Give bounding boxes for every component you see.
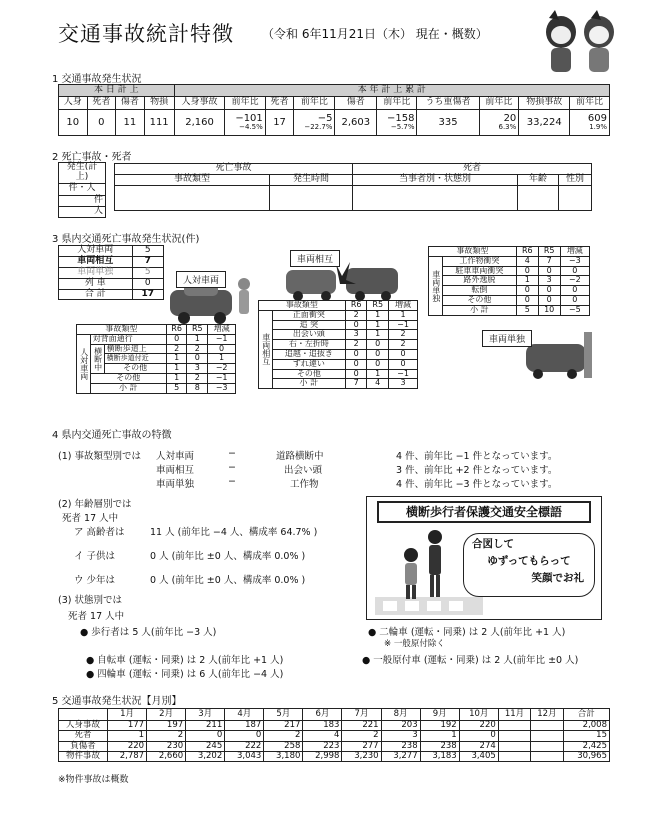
cell: 0	[208, 344, 236, 354]
poster-title: 横断歩行者保護交通安全標語	[377, 501, 591, 523]
cell: 3	[381, 731, 420, 741]
year-value: 33,224	[519, 110, 570, 136]
cell: −3	[560, 256, 589, 266]
cell	[498, 741, 530, 751]
col-header: 8月	[381, 709, 420, 721]
cell: 30,965	[563, 752, 609, 762]
cell: 2,008	[563, 721, 609, 731]
summary-value: 0	[132, 278, 163, 289]
cell: 2	[166, 344, 187, 354]
cell: −5	[560, 305, 589, 315]
cell: −1	[208, 373, 236, 383]
cell: 2	[389, 330, 418, 340]
col-header: R6	[166, 325, 187, 335]
cell: 177	[108, 721, 147, 731]
cell: 220	[108, 741, 147, 751]
col-header: 事故類型	[115, 175, 270, 186]
row-label: 小 計	[272, 379, 345, 389]
feature-type-c: 3 件、前年比 +2 件となっています。	[396, 465, 558, 476]
col-header: R5	[538, 247, 560, 257]
count-label: 件・人	[59, 183, 106, 195]
ken-label: 件	[59, 195, 106, 206]
year-value: −5 −22.7%	[294, 110, 335, 136]
feature-age-val: 11 人 (前年比 −4 人、構成率 64.7% )	[150, 527, 318, 538]
mascot-illustration	[535, 8, 627, 76]
section3-heading: 3 県内交通死亡事故発生状況(件)	[52, 234, 200, 245]
col-header: 9月	[420, 709, 459, 721]
today-value: 11	[116, 110, 145, 136]
feature-age-dead: 死者 17 人中	[62, 513, 119, 524]
cell: 1	[367, 310, 389, 320]
cell: 0	[516, 295, 538, 305]
cell	[498, 731, 530, 741]
cell	[531, 731, 563, 741]
cell: 1	[108, 731, 147, 741]
cell: 2,998	[303, 752, 342, 762]
cell: 5	[166, 383, 187, 393]
cell: 2	[345, 340, 367, 350]
mascot-icon	[535, 8, 627, 76]
feature-state-moto: ● 二輪車 (運転・同乗) は 2 人(前年比 +1 人)	[368, 627, 566, 638]
page-title: 交通事故統計特徴	[58, 22, 234, 46]
cell	[531, 752, 563, 762]
today-value: 111	[144, 110, 174, 136]
group-label: 車両単独	[429, 256, 443, 315]
col-header: 当事者別・状態別	[353, 175, 518, 186]
cell: 7	[538, 256, 560, 266]
feature-age-val: 0 人 (前年比 ±0 人、構成率 0.0% )	[150, 575, 306, 586]
cell: 0	[345, 359, 367, 369]
cell: 3,230	[342, 752, 381, 762]
feature-age-heading: (2) 年齢層別では	[58, 499, 132, 510]
table-row	[59, 741, 610, 751]
cell: 0	[516, 286, 538, 296]
cell: 0	[367, 340, 389, 350]
row-label: その他	[104, 364, 166, 374]
row-label: 正面衝突	[272, 310, 345, 320]
section2-heading: 2 死亡事故・死者	[52, 152, 132, 163]
cell: 211	[186, 721, 225, 731]
cell: 187	[225, 721, 264, 731]
feature-type-a: 人対車両	[156, 451, 195, 462]
safety-poster	[366, 496, 602, 620]
row-label: すれ違い	[272, 359, 345, 369]
cell: −3	[208, 383, 236, 393]
cell: 223	[303, 741, 342, 751]
row-label: その他	[272, 369, 345, 379]
cell	[531, 741, 563, 751]
col-header: 事故類型	[77, 325, 167, 335]
cell: 1	[516, 276, 538, 286]
cell: 258	[264, 741, 303, 751]
col-header: R5	[367, 301, 389, 311]
cell: 2,787	[108, 752, 147, 762]
summary-label: 列 車	[59, 278, 133, 289]
col-header: 前年比	[570, 97, 610, 110]
col-header: 前年比	[294, 97, 335, 110]
cell: 2,425	[563, 741, 609, 751]
cell: 3,180	[264, 752, 303, 762]
cell: 197	[147, 721, 186, 731]
cell: 1	[208, 354, 236, 364]
cell: 0	[166, 334, 187, 344]
year-value: 2,603	[335, 110, 377, 136]
cell: 0	[367, 349, 389, 359]
summary-label: 合 計	[59, 289, 133, 300]
row-label: 対背面通行	[90, 334, 166, 344]
row-label: 駐車車両衝突	[442, 266, 516, 276]
col-header: R6	[516, 247, 538, 257]
row-label: 追越・追抜き	[272, 349, 345, 359]
poster-line: 合図して	[472, 538, 514, 550]
cell: 8	[187, 383, 208, 393]
cell: 3,043	[225, 752, 264, 762]
cell: 1	[187, 334, 208, 344]
col-header: 死者	[265, 97, 294, 110]
dead-header: 死者	[353, 164, 592, 175]
cell: 238	[420, 741, 459, 751]
col-header: 年齢	[518, 175, 559, 186]
cell: 245	[186, 741, 225, 751]
col-header: 発生時間	[270, 175, 353, 186]
row-label: 横断歩道上	[104, 344, 166, 354]
cell: 3,277	[381, 752, 420, 762]
cell: 1	[389, 310, 418, 320]
cell: 0	[345, 320, 367, 330]
cell: 0	[389, 359, 418, 369]
cell: 0	[560, 286, 589, 296]
poster-line: 笑顔でお礼	[531, 572, 584, 584]
cell	[498, 752, 530, 762]
cell: 0	[187, 354, 208, 364]
cell: 10	[538, 305, 560, 315]
feature-type-dash: −	[228, 462, 236, 473]
year-value: 2,160	[174, 110, 225, 136]
section5-heading: 5 交通事故発生状況【月別】	[52, 696, 182, 707]
cell: 274	[459, 741, 498, 751]
cell: 230	[147, 741, 186, 751]
year-value: 20 6.3%	[479, 110, 519, 136]
cell: 0	[186, 731, 225, 741]
death-summary-table	[58, 245, 164, 300]
cell: 1	[420, 731, 459, 741]
row-label: 死者	[59, 731, 108, 741]
fatal-detail-table	[114, 163, 592, 211]
cell: 0	[538, 266, 560, 276]
feature-state-moped: ● 一般原付車 (運転・同乗) は 2 人(前年比 ±0 人)	[362, 655, 579, 666]
col-header: 4月	[225, 709, 264, 721]
year-value: 335	[417, 110, 479, 136]
cell: −1	[208, 334, 236, 344]
cell: 3,202	[186, 752, 225, 762]
summary-value: 7	[132, 256, 163, 267]
year-value: −101 −4.5%	[225, 110, 265, 136]
cell: 4	[367, 379, 389, 389]
feature-age-key: ア 高齢者は	[74, 527, 125, 538]
row-label: その他	[442, 295, 516, 305]
cell: 2	[345, 310, 367, 320]
cell: 2	[389, 340, 418, 350]
cell: 0	[459, 731, 498, 741]
feature-age-key: ウ 少年は	[74, 575, 116, 586]
col-header: 事故類型	[429, 247, 517, 257]
feature-type-dash: −	[228, 476, 236, 487]
summary-value: 17	[132, 289, 163, 300]
col-header: R5	[187, 325, 208, 335]
row-label: 転倒	[442, 286, 516, 296]
cell: 203	[381, 721, 420, 731]
col-header: 増減	[208, 325, 236, 335]
today-value: 0	[87, 110, 116, 136]
cell: 3,183	[420, 752, 459, 762]
row-label: 路外逸脱	[442, 276, 516, 286]
table-row	[59, 731, 610, 741]
poster-bubble	[463, 533, 595, 597]
cell: −1	[389, 320, 418, 330]
cell: 0	[560, 266, 589, 276]
vv-illustration-label: 車両相互	[290, 250, 340, 267]
feature-state-four: ● 四輪車 (運転・同乗) は 6 人(前年比 −4 人)	[86, 669, 284, 680]
cell: 1	[367, 320, 389, 330]
cell: 183	[303, 721, 342, 731]
section4-heading: 4 県内交通死亡事故の特徴	[52, 430, 172, 441]
cell: 3	[389, 379, 418, 389]
year-value: −158 −5.7%	[377, 110, 417, 136]
sub-group-label: 横断中	[90, 344, 104, 373]
cell: 4	[516, 256, 538, 266]
col-header: 人身	[59, 97, 88, 110]
fatal-count-table	[58, 162, 106, 218]
cell: 1	[166, 373, 187, 383]
feature-state-walker: ● 歩行者は 5 人(前年比 −3 人)	[80, 627, 217, 638]
pv-illustration-label: 人対車両	[176, 271, 226, 288]
cell: −1	[389, 369, 418, 379]
cell: 0	[389, 349, 418, 359]
col-header: 傷者	[335, 97, 377, 110]
cell: 192	[420, 721, 459, 731]
cell: 0	[345, 349, 367, 359]
feature-type-dash: −	[228, 448, 236, 459]
col-header: 5月	[264, 709, 303, 721]
cell: −2	[208, 364, 236, 374]
cell: 1	[367, 330, 389, 340]
row-label: 人身事故	[59, 721, 108, 731]
cell	[531, 721, 563, 731]
cell: 221	[342, 721, 381, 731]
col-header: うち重傷者	[417, 97, 479, 110]
summary-label: 車両単独	[59, 267, 133, 278]
occur-label: 発生(計上)	[59, 163, 106, 184]
cell: 277	[342, 741, 381, 751]
cell: 3	[187, 364, 208, 374]
feature-type-c: 4 件、前年比 −3 件となっています。	[396, 479, 558, 490]
cell: 2	[264, 731, 303, 741]
cell: 222	[225, 741, 264, 751]
year-header: 本 年 計 上 累 計	[174, 85, 609, 97]
corner-cell	[59, 709, 108, 721]
cell: 0	[367, 359, 389, 369]
monthly-note: ※物件事故は概数	[58, 775, 129, 785]
col-header: 死者	[87, 97, 116, 110]
today-header: 本 日 計 上	[59, 85, 175, 97]
feature-type-c: 4 件、前年比 −1 件となっています。	[396, 451, 558, 462]
feature-age-key: イ 子供は	[74, 551, 116, 562]
col-header: 性別	[559, 175, 592, 186]
sv-table	[428, 246, 590, 316]
summary-label: 車両相互	[59, 256, 133, 267]
row-label: 追 突	[272, 320, 345, 330]
summary-label: 人対車両	[59, 246, 133, 257]
cell: 3	[345, 330, 367, 340]
cell: 1	[166, 364, 187, 374]
row-label: 負傷者	[59, 741, 108, 751]
feature-state-dead: 死者 17 人中	[68, 611, 125, 622]
year-value: 17	[265, 110, 294, 136]
col-header: 6月	[303, 709, 342, 721]
cell: 217	[264, 721, 303, 731]
year-value: 609 1.9%	[570, 110, 610, 136]
feature-age-val: 0 人 (前年比 ±0 人、構成率 0.0% )	[150, 551, 306, 562]
cell: 1	[166, 354, 187, 364]
cell: 5	[516, 305, 538, 315]
row-label: 物件事故	[59, 752, 108, 762]
cell: 220	[459, 721, 498, 731]
col-header: 前年比	[479, 97, 519, 110]
summary-value: 5	[132, 267, 163, 278]
feature-type-a: 車両相互	[156, 465, 195, 476]
row-label: 横断歩道付近	[104, 354, 166, 364]
col-header: 7月	[342, 709, 381, 721]
group-label: 人対車両	[77, 334, 91, 393]
cell: 238	[381, 741, 420, 751]
feature-type-a: 車両単独	[156, 479, 195, 490]
table-row	[59, 721, 610, 731]
row-label: 小 計	[442, 305, 516, 315]
col-header: R6	[345, 301, 367, 311]
feature-type-b: 出会い頭	[284, 465, 323, 476]
monthly-table	[58, 708, 610, 762]
today-value: 10	[59, 110, 88, 136]
col-header: 2月	[147, 709, 186, 721]
row-label: 出会い頭	[272, 330, 345, 340]
cell	[498, 721, 530, 731]
cell: 1	[367, 369, 389, 379]
nin-label: 人	[59, 206, 106, 217]
cell: 7	[345, 379, 367, 389]
feature-state-note: ※ 一般原付除く	[384, 639, 445, 649]
col-header: 10月	[459, 709, 498, 721]
feature-type-heading: (1) 事故類型別では	[58, 451, 141, 462]
table-row	[59, 752, 610, 762]
cell: 3,405	[459, 752, 498, 762]
cell: −2	[560, 276, 589, 286]
row-label: その他	[90, 373, 166, 383]
sv-illustration-label: 車両単独	[482, 330, 532, 347]
feature-state-heading: (3) 状態別では	[58, 595, 122, 606]
col-header: 11月	[498, 709, 530, 721]
col-header: 合計	[563, 709, 609, 721]
page-subtitle: （令和 6年11月21日（木） 現在・概数）	[262, 27, 488, 41]
cell: 3	[538, 276, 560, 286]
cell: 0	[538, 295, 560, 305]
col-header: 人身事故	[174, 97, 225, 110]
cell: 0	[516, 266, 538, 276]
feature-state-bike: ● 自転車 (運転・同乗) は 2 人(前年比 +1 人)	[86, 655, 284, 666]
row-label: 工作物衝突	[442, 256, 516, 266]
vv-table	[258, 300, 418, 389]
cell: 15	[563, 731, 609, 741]
cell: 2	[187, 373, 208, 383]
col-header: 前年比	[225, 97, 265, 110]
col-header: 12月	[531, 709, 563, 721]
cell: 0	[538, 286, 560, 296]
cell: 2	[147, 731, 186, 741]
col-header: 物損	[144, 97, 174, 110]
col-header: 3月	[186, 709, 225, 721]
col-header: 物損事故	[519, 97, 570, 110]
row-label: 小 計	[90, 383, 166, 393]
col-header: 前年比	[377, 97, 417, 110]
col-header: 事故類型	[259, 301, 346, 311]
feature-type-b: 工作物	[290, 479, 319, 490]
col-header: 1月	[108, 709, 147, 721]
cell: 0	[345, 369, 367, 379]
cell: 2	[342, 731, 381, 741]
section1-heading: 1 交通事故発生状況	[52, 74, 142, 85]
feature-type-b: 道路横断中	[276, 451, 324, 462]
col-header: 増減	[560, 247, 589, 257]
group-label: 車両相互	[259, 310, 273, 388]
col-header: 増減	[389, 301, 418, 311]
poster-line: ゆずってもらって	[487, 555, 571, 567]
pv-table	[76, 324, 236, 394]
cell: 4	[303, 731, 342, 741]
col-header: 傷者	[116, 97, 145, 110]
summary-value: 5	[132, 246, 163, 257]
fatal-acc-header: 死亡事故	[115, 164, 353, 175]
accident-summary-table	[58, 84, 610, 136]
cell: 2,660	[147, 752, 186, 762]
row-label: 右・左折時	[272, 340, 345, 350]
cell: 2	[187, 344, 208, 354]
cell: 0	[225, 731, 264, 741]
cell: 0	[560, 295, 589, 305]
